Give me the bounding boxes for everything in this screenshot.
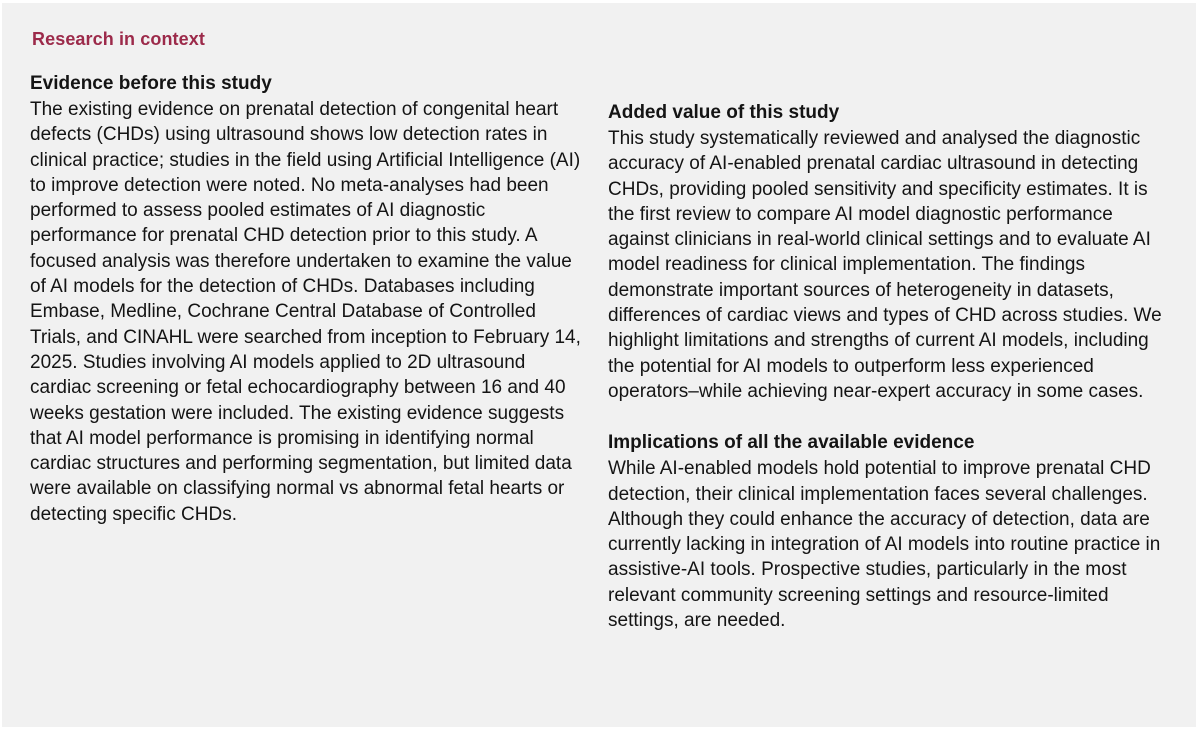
research-in-context-panel [2,3,1196,727]
left-column [30,71,590,633]
section-title-evidence-before: Evidence before this study [30,73,272,94]
section-title-implications: Implications of all the available evidence [608,432,975,454]
section-text-implications: While AI-enabled models hold potential to improve prenatal CHD detection, their clinical implementation faces several challenges. Although they could enhance the accuracy of detection, data are currently lacking in integration of AI models into routine practice in assistive-AI tools. Prospective studies, particularly in the most relevant community screening settings and resource-limited settings, are needed. [608,458,1161,632]
panel-header: Research in context [32,29,205,49]
section-evidence-before [30,71,590,527]
panel-columns [28,71,1170,633]
section-implications [608,430,1170,633]
section-text-added-value: This study systematically reviewed and analysed the diagnostic accuracy of AI-enabled prenatal cardiac ultrasound in detecting CHDs, providing pooled sensitivity and specificity estimates. It is the first review to compare AI model diagnostic performance against clinicians in real-world clinical settings and to evaluate AI model readiness for clinical implementation. The findings demonstrate important sources of heterogeneity in datasets, differences of cardiac views and types of CHD across studies. We highlight limitations and strengths of current AI models, including the potential for AI models to outperform less experienced operators–while achieving near-expert accuracy in some cases. [608,128,1162,402]
section-text-evidence-before: The existing evidence on prenatal detection of congenital heart defects (CHDs) using ultrasound shows low detection rates in clinical practice; studies in the field using Artificial Intelligence (AI) to improve detection were noted. No meta-analyses had been performed to assess pooled estimates of AI diagnostic performance for prenatal CHD detection prior to this study. A focused analysis was therefore undertaken to examine the value of AI models for the detection of CHDs. Databases including Embase, Medline, Cochrane Central Database of Controlled Trials, and CINAHL were searched from inception to February 14, 2025. Studies involving AI models applied to 2D ultrasound cardiac screening or fetal echocardiography between 16 and 40 weeks gestation were included. The existing evidence suggests that AI model performance is promising in identifying normal cardiac structures and performing segmentation, but limited data were available on classifying normal vs abnormal fetal hearts or detecting specific CHDs. [30,99,581,525]
section-title-added-value: Added value of this study [608,102,840,123]
right-column [608,100,1170,633]
section-added-value [608,100,1170,404]
